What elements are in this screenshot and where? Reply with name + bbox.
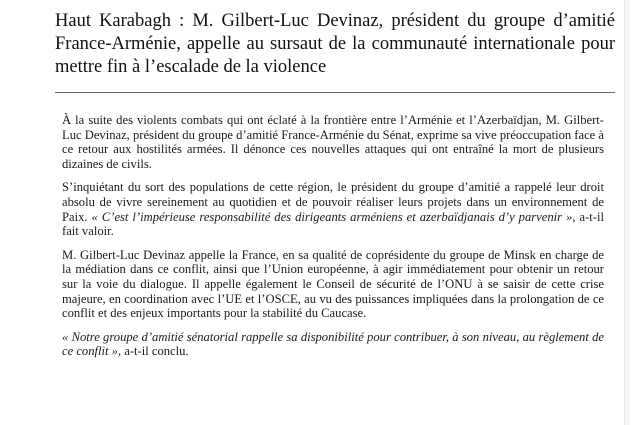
paragraph-3 — [62, 248, 604, 321]
paragraph-4 — [62, 330, 604, 359]
paragraph-2 — [62, 180, 604, 238]
window-edge — [624, 0, 631, 425]
paragraph-2-tail: , a-t-il fait valoir. — [62, 209, 604, 239]
paragraph-1-text: À la suite des violents combats qui ont éclaté à la frontière entre l’Arménie et l’Azerbaïdjan, M. Gilbert-Luc Devinaz, président du groupe d’amitié France-Arménie du Sénat, exprime sa vive préoccupation face à ce retour aux hostilités armées. Il dénonce ces nouvelles attaques qui ont entraîné la mort de plusieurs dizaines de civils. — [62, 113, 605, 171]
document-body — [62, 113, 604, 368]
document-title: Haut Karabagh : M. Gilbert-Luc Devinaz, président du groupe d’amitié France-Arménie, appelle au sursaut de la communauté internationale pour mettre fin à l’escalade de la violence — [55, 11, 615, 77]
paragraph-3-text: M. Gilbert-Luc Devinaz appelle la France, en sa qualité de coprésidente du groupe de Minsk en charge de la médiation dans ce conflit, ainsi que l’Union européenne, à agir immédiatement pour obtenir un retour sur la voie du dialogue. Il appelle également le Conseil de sécurité de l’ONU à se saisir de cette crise majeure, en coordination avec l’UE et l’OSCE, au vu des puissances impliquées dans la prolongation de ce conflit et des enjeux importants pour la stabilité du Caucase. — [62, 247, 604, 321]
paragraph-1 — [62, 113, 604, 171]
title-divider — [55, 92, 615, 93]
paragraph-4-quote: « Notre groupe d’amitié sénatorial rappelle sa disponibilité pour contribuer, à son niveau, au règlement de ce conflit » — [62, 329, 604, 359]
paragraph-4-tail: , a-t-il conclu. — [117, 344, 189, 359]
paragraph-2-text: S’inquiétant du sort des populations de cette région, le président du groupe d’amitié a rappelé leur droit absolu de vivre sereinement au quotidien et de pouvoir réaliser leurs projets dans un environnement de Paix. — [62, 180, 604, 224]
paragraph-2-quote: « C’est l’impérieuse responsabilité des dirigeants arméniens et azerbaïdjanais d’y parvenir » — [91, 209, 573, 224]
